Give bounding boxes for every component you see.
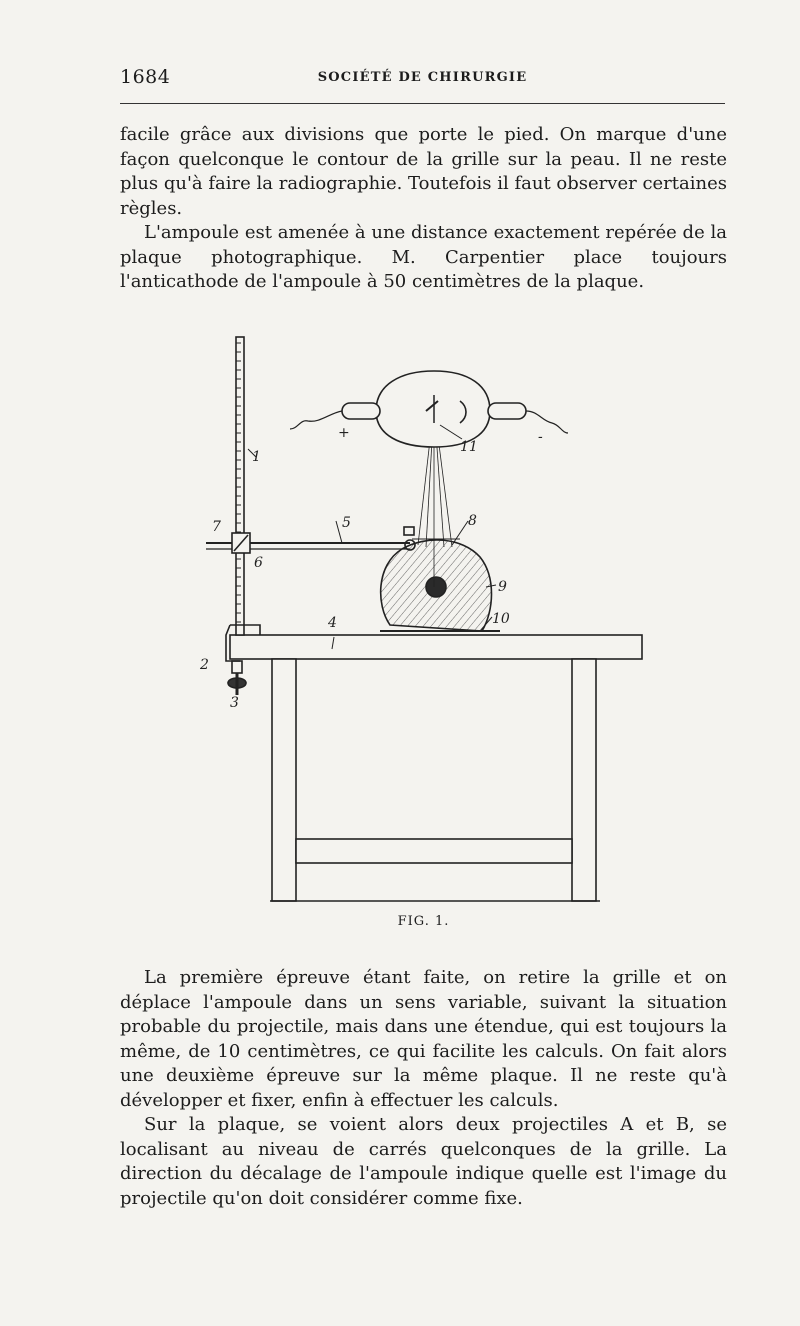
page-number: 1684 xyxy=(120,66,171,88)
label-1: 1 xyxy=(252,449,261,465)
label-11: 11 xyxy=(460,439,478,455)
label-10: 10 xyxy=(492,611,510,627)
text-block-top xyxy=(120,123,727,295)
label-8: 8 xyxy=(468,513,477,529)
projectile xyxy=(426,577,446,597)
apparatus-drawing xyxy=(190,325,660,910)
table-crossbar xyxy=(296,839,572,863)
label-9: 9 xyxy=(498,579,507,595)
header-rule xyxy=(120,103,725,104)
label-7: 7 xyxy=(212,519,221,535)
page-header xyxy=(120,66,725,90)
running-title: SOCIÉTÉ DE CHIRURGIE xyxy=(317,70,528,85)
x-ray-tube xyxy=(290,371,568,447)
label-plus: + xyxy=(338,425,350,441)
table-leg-left xyxy=(272,659,296,901)
label-minus: - xyxy=(538,429,543,445)
paragraph: La première épreuve étant faite, on retire la grille et on déplace l'ampoule dans un sens variable, suivant la situation probable du projectile, mais dans une étendue, qui est toujours la même, de 10 centimètres, ce qui facilite les calculs. On fait alors une deuxième épreuve sur la même plaque. Il ne reste qu'à développer et fixer, enfin à effectuer les calculs. xyxy=(120,967,727,1111)
table-top xyxy=(230,635,642,659)
figure-caption: FIG. 1. xyxy=(397,914,450,929)
paragraph: facile grâce aux divisions que porte le pied. On marque d'une façon quelconque le contour de la grille sur la peau. Il ne reste plus qu'à faire la radiographie. Toutefois il faut observer certaines règles. xyxy=(120,124,727,219)
paragraph: L'ampoule est amenée à une distance exactement repérée de la plaque photographique. M. Carpentier place toujours l'anticathode de l'ampoule à 50 centimètres de la plaque. xyxy=(120,222,727,292)
label-2: 2 xyxy=(200,657,209,673)
table-leg-right xyxy=(572,659,596,901)
label-6: 6 xyxy=(254,555,263,571)
figure-apparatus xyxy=(190,325,660,910)
label-5: 5 xyxy=(342,515,351,531)
graduated-stand xyxy=(236,337,244,635)
paragraph: Sur la plaque, se voient alors deux projectiles A et B, se localisant au niveau de carrés quelconques de la grille. La direction du décalage de l'ampoule indique quelle est l'image du projectile qu'on doit considérer comme fixe. xyxy=(120,1114,727,1209)
text-block-bottom xyxy=(120,966,727,1211)
label-4: 4 xyxy=(328,615,337,631)
label-3: 3 xyxy=(230,695,239,711)
